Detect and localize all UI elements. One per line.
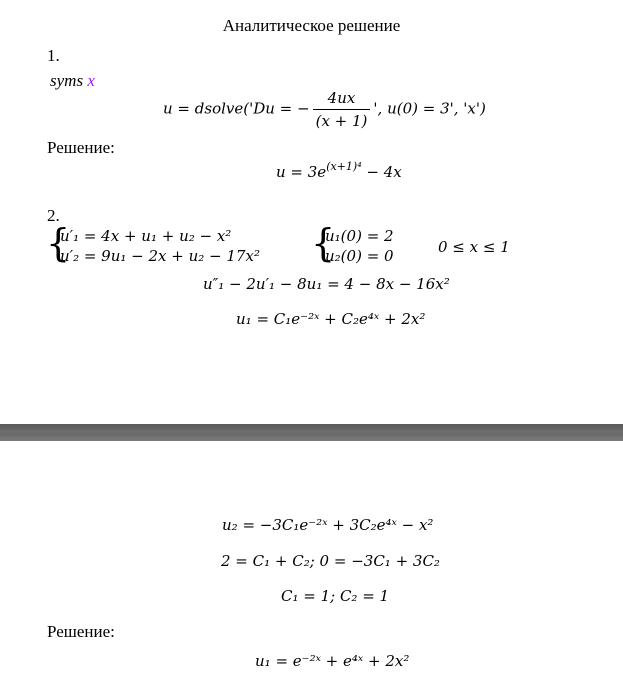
second-order-equation: u″₁ − 2u′₁ − 8u₁ = 4 − 8x − 16x²: [203, 275, 450, 293]
system-equation-2: u′₂ = 9u₁ − 2x + u₂ − 17x²: [60, 247, 260, 265]
u1-final-solution: u₁ = e⁻²ˣ + e⁴ˣ + 2x²: [255, 652, 410, 670]
constants-values: C₁ = 1; C₂ = 1: [281, 587, 390, 605]
dsolve-equation: [163, 89, 486, 130]
dsolve-fraction: [313, 89, 371, 130]
left-brace-icon: {: [311, 221, 336, 265]
interval: 0 ≤ x ≤ 1: [438, 238, 510, 256]
section-2-number: 2.: [47, 206, 60, 225]
syms-command: [50, 71, 95, 91]
solution-rhs: − 4x: [361, 163, 402, 181]
syms-variable: x: [87, 71, 95, 90]
fraction-denominator: (x + 1): [315, 112, 368, 130]
solution-lhs: u = 3e: [276, 163, 327, 181]
solution-label-2: Решение:: [47, 622, 115, 641]
document-title: Аналитическое решение: [222, 16, 401, 35]
section-1-number: 1.: [47, 46, 60, 65]
fraction-numerator: 4ux: [313, 89, 371, 110]
solution-label-1: Решение:: [47, 138, 115, 157]
page-separator-band: [0, 430, 623, 436]
dsolve-lhs: u = dsolve('Du = −: [163, 99, 310, 118]
u2-general-solution: u₂ = −3C₁e⁻²ˣ + 3C₂e⁴ˣ − x²: [222, 516, 434, 534]
dsolve-rhs: ', u(0) = 3', 'x'): [373, 99, 486, 118]
initial-condition-2: u₂(0) = 0: [325, 247, 394, 265]
u1-general-solution: u₁ = C₁e⁻²ˣ + C₂e⁴ˣ + 2x²: [236, 310, 426, 328]
system-equation-1: u′₁ = 4x + u₁ + u₂ − x²: [60, 227, 232, 245]
syms-keyword: syms: [50, 71, 84, 90]
left-brace-icon: {: [46, 221, 71, 265]
constants-system: 2 = C₁ + C₂; 0 = −3C₁ + 3C₂: [221, 552, 440, 570]
solution-exponent: (x+1)⁴: [326, 160, 362, 173]
initial-condition-1: u₁(0) = 2: [325, 227, 394, 245]
solution-equation-1: [276, 160, 402, 181]
